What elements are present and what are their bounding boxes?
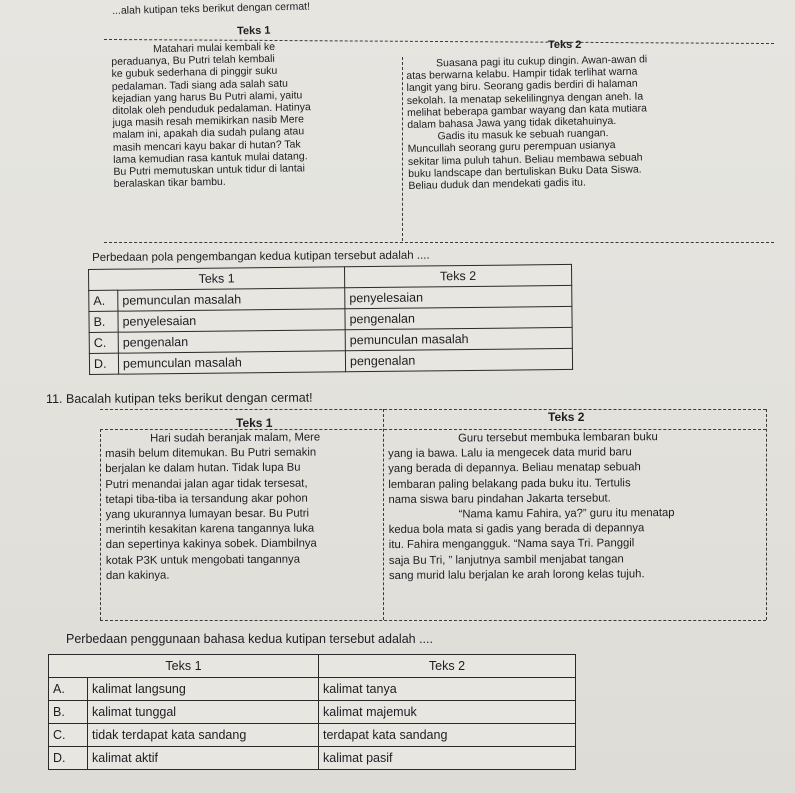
- q11-text1-line: merintih kesakitan karena tangannya luka: [105, 522, 315, 537]
- q11-text2-line: nama siswa baru pindahan Jakarta tersebut.: [388, 492, 611, 506]
- q11-text1-line: dan kakinya.: [105, 569, 170, 582]
- q10-text2-line: dalam bahasa Jawa yang tidak diketahuinya.: [407, 114, 617, 132]
- q11-option-a[interactable]: [49, 678, 576, 701]
- q10-col-teks2: Teks 2: [344, 264, 571, 287]
- q11-col-teks2: Teks 2: [319, 655, 576, 678]
- option-teks2: pengenalan: [345, 306, 572, 329]
- q10-question: Perbedaan pola pengembangan kedua kutipan tersebut adalah ....: [92, 249, 430, 264]
- q10-text1-line: kejadian yang harus Bu Putri alami, yaitu: [111, 89, 303, 105]
- q11-text2-line: Guru tersebut membuka lembaran buku: [458, 431, 658, 445]
- option-teks2: kalimat pasif: [319, 747, 576, 770]
- option-letter: B.: [49, 701, 88, 724]
- q10-text1-line: pedalaman. Tadi siang ada salah satu: [111, 77, 289, 93]
- option-teks2: pengenalan: [345, 348, 572, 371]
- q10-text1-line: ke gubuk sederhana di pinggir suku: [111, 65, 278, 81]
- option-letter: C.: [89, 332, 118, 353]
- q11-text1-line: kotak P3K untuk mengobati tangannya: [105, 553, 301, 567]
- q10-frame-bottom: [104, 242, 774, 243]
- q10-text2-line: Beliau duduk dan mendekati gadis itu.: [408, 176, 587, 193]
- q11-text2-body: [388, 430, 675, 584]
- option-letter: A.: [89, 290, 118, 311]
- q11-text1-body: [105, 430, 321, 584]
- q11-text2-line: yang ia bawa. Lalu ia mengecek data murid baru: [388, 446, 632, 461]
- q10-col-teks1: Teks 1: [89, 267, 345, 291]
- q10-text1-header: Teks 1: [236, 24, 271, 38]
- option-teks2: kalimat majemuk: [319, 701, 576, 724]
- q11-table-header-row: [49, 655, 576, 678]
- q11-text2-line: yang berada di depannya. Beliau menatap sebuah: [388, 461, 641, 476]
- q11-col-teks1: Teks 1: [49, 655, 319, 678]
- q10-text1-line: peraduanya, Bu Putri telah kembali: [111, 53, 275, 69]
- q11-question: Perbedaan penggunaan bahasa kedua kutipan tersebut adalah ....: [66, 632, 433, 646]
- q11-frame-divider: [383, 409, 384, 620]
- q11-option-c[interactable]: [49, 724, 576, 747]
- q10-text2-line: sekitar lima puluh tahun. Beliau membawa sebuah: [407, 151, 643, 168]
- q11-option-d[interactable]: [49, 747, 576, 770]
- q11-text1-line: masih belum ditemukan. Bu Putri semakin: [105, 446, 317, 461]
- option-teks1: pemunculan masalah: [118, 288, 345, 311]
- q10-text1-line: Matahari mulai kembali ke: [152, 40, 276, 56]
- q10-text2-line: melihat beberapa gambar wayang dan kata mutiara: [406, 102, 648, 119]
- option-teks1: tidak terdapat kata sandang: [88, 724, 319, 747]
- option-teks2: penyelesaian: [345, 285, 572, 308]
- option-teks1: penyelesaian: [118, 309, 345, 332]
- option-letter: D.: [49, 747, 88, 770]
- q11-text1-header: Teks 1: [236, 416, 273, 430]
- q11-text1-line: yang ukurannya lumayan besar. Bu Putri: [105, 507, 310, 522]
- q11-text1-line: tetapi tiba-tiba ia tersandung akar pohon: [105, 492, 308, 506]
- q10-text1-line: malam ini, apakah dia sudah pulang atau: [112, 125, 305, 142]
- option-letter: C.: [49, 724, 88, 747]
- q10-option-d[interactable]: [89, 348, 572, 374]
- option-teks1: kalimat langsung: [88, 678, 319, 701]
- q10-text2-line: Suasana pagi itu cukup dingin. Awan-awan di: [435, 53, 648, 70]
- q11-frame-right: [766, 409, 767, 620]
- q10-text2-line: atas berwarna kelabu. Hampir tidak terlihat warna: [406, 65, 638, 83]
- option-teks1: pemunculan masalah: [118, 351, 345, 374]
- q11-text2-line: saja Bu Tri, ” lanjutnya sambil menjabat tangan: [388, 552, 624, 567]
- q11-frame-left: [100, 429, 101, 620]
- q11-text2-line: “Nama kamu Fahira, ya?” guru itu menatap: [458, 507, 675, 521]
- q10-text2-line: Muncullah seorang guru perempuan usianya: [407, 139, 616, 156]
- q11-text1-line: Putri menandai jalan agar tidak tersesat,: [105, 477, 308, 491]
- q11-options-table: [48, 654, 576, 770]
- option-teks1: pengenalan: [118, 330, 345, 353]
- q11-text2-line: kedua bola mata si gadis yang berada di depannya: [388, 522, 645, 537]
- q10-text1-line: juga masih resah memikirkan nasib Mere: [112, 113, 305, 130]
- q10-text1-line: masih mencari kayu bakar di hutan? Tak: [112, 138, 301, 154]
- q10-text1-line: beralaskan tikar bambu.: [113, 176, 226, 191]
- q11-text2-header: Teks 2: [548, 410, 585, 424]
- q10-text2-line: langit yang biru. Seorang gadis berdiri di halaman: [406, 77, 638, 95]
- q11-frame-bottom: [100, 620, 766, 621]
- q10-text1-line: Bu Putri memutuskan untuk tidur di lantai: [113, 162, 305, 179]
- q10-text2-line: Gadis itu masuk ke sebuah ruangan.: [437, 127, 609, 143]
- option-teks2: kalimat tanya: [319, 678, 576, 701]
- q11-text2-line: lembaran paling belakang pada buku itu. Tertulis: [388, 476, 631, 491]
- option-letter: B.: [89, 311, 118, 332]
- q11-text1-line: dan sepertinya kakinya sobek. Diambilnya: [105, 537, 317, 552]
- q10-intro: ...alah kutipan teks berikut dengan cermat!: [112, 0, 311, 17]
- q10-options-table: [88, 264, 573, 375]
- q11-title: 11. Bacalah kutipan teks berikut dengan cermat!: [46, 390, 313, 406]
- q10-text2-line: buku landscape dan bertuliskan Buku Data Siswa.: [408, 163, 642, 180]
- q10-text1-body: [111, 40, 312, 190]
- q11-text2-line: sang murid lalu berjalan ke arah lorong kelas tujuh.: [388, 568, 645, 582]
- q10-frame-divider: [402, 57, 403, 241]
- option-teks1: kalimat aktif: [88, 747, 319, 770]
- option-teks1: kalimat tunggal: [88, 701, 319, 724]
- option-letter: A.: [49, 678, 88, 701]
- q11-option-b[interactable]: [49, 701, 576, 724]
- q10-text1-line: ditolak oleh penduduk pedalaman. Hatinya: [112, 101, 311, 118]
- q11-text1-line: Hari sudah beranjak malam, Mere: [150, 431, 321, 445]
- q11-frame-top: [100, 409, 766, 410]
- q11-text1-line: berjalan ke dalam hutan. Tidak lupa Bu: [105, 462, 301, 476]
- q10-text2-header: Teks 2: [548, 39, 582, 51]
- q11-text2-line: itu. Fahira mengangguk. “Nama saya Tri. Panggil: [388, 537, 635, 552]
- option-teks2: pemunculan masalah: [345, 327, 572, 350]
- q10-text2-line: sekolah. Ia menatap sekelilingnya dengan aneh. Ia: [406, 90, 644, 107]
- q10-text1-line: lama kemudian rasa kantuk mulai datang.: [113, 150, 308, 166]
- option-teks2: terdapat kata sandang: [319, 724, 576, 747]
- option-letter: D.: [89, 353, 118, 374]
- q10-text2-body: [406, 53, 650, 192]
